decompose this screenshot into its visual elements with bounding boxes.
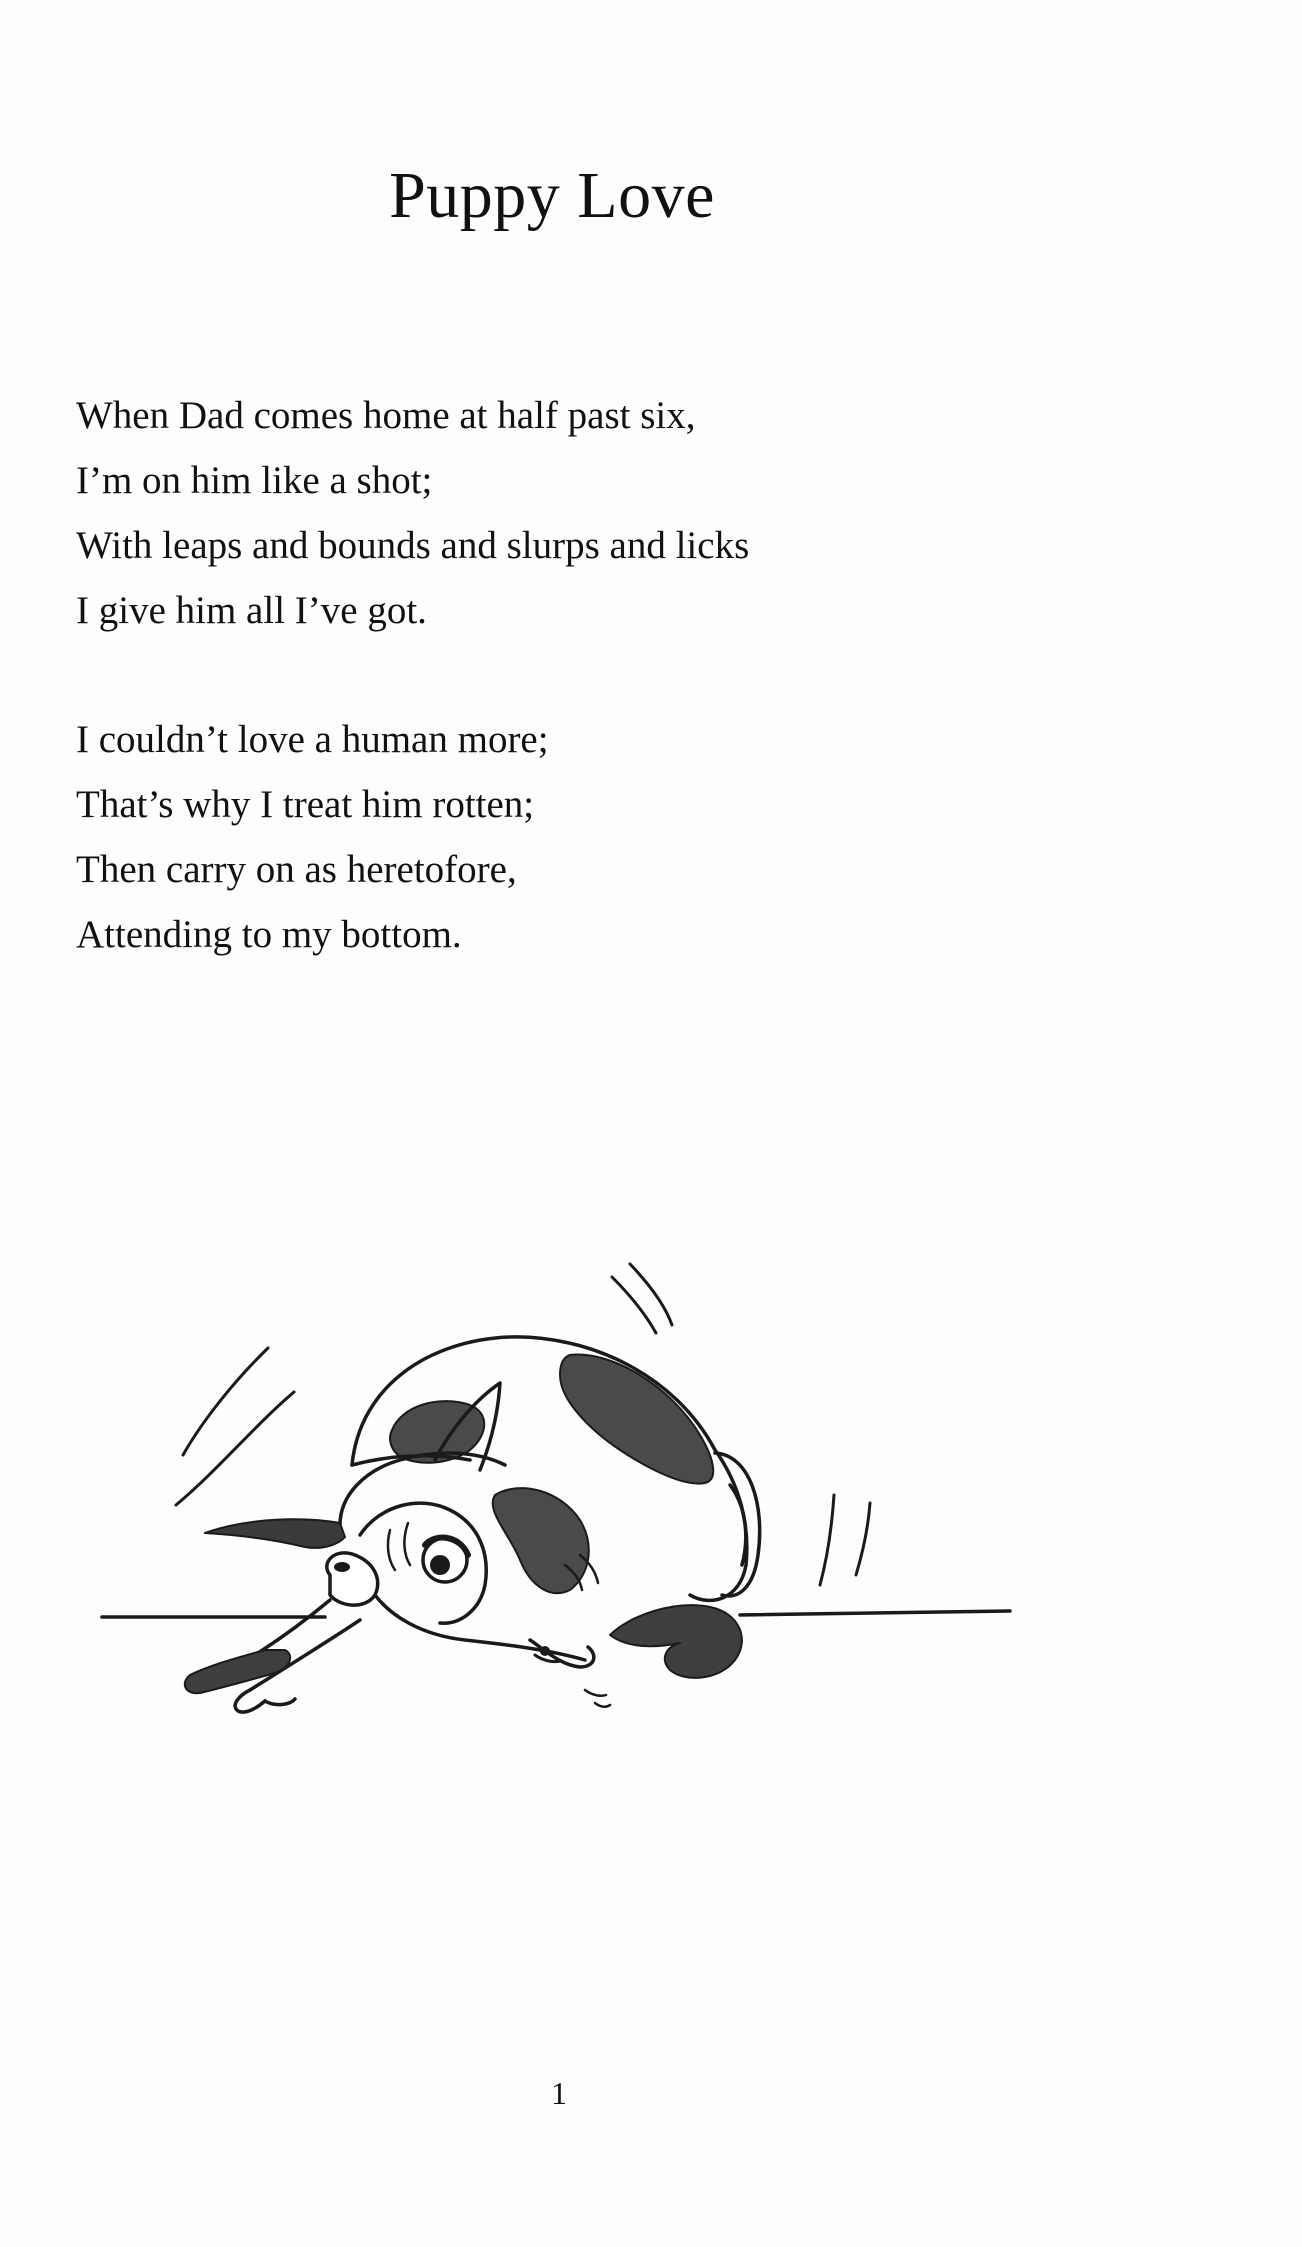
- dog-paw-pad: [540, 1646, 550, 1656]
- motion-line: [183, 1348, 268, 1455]
- poem-line: I give him all I’ve got.: [76, 589, 427, 632]
- dog-spot: [493, 1488, 589, 1593]
- stanza-1: [76, 383, 749, 643]
- dog-licking-bottom-illustration: [90, 1255, 1030, 1775]
- poem-line: I’m on him like a shot;: [76, 459, 433, 502]
- floor-line: [740, 1611, 1010, 1615]
- poem-line: With leaps and bounds and slurps and licks: [76, 524, 750, 567]
- dog-head: [340, 1453, 505, 1525]
- dog-rear-leg: [730, 1485, 746, 1565]
- dog-nose: [334, 1562, 350, 1572]
- stanza-2: [76, 707, 549, 967]
- dog-rear-leg: [715, 1453, 760, 1596]
- dog-back-paw: [610, 1605, 742, 1678]
- motion-line: [856, 1503, 870, 1575]
- motion-line: [595, 1703, 610, 1707]
- dog-spot: [560, 1355, 713, 1484]
- motion-line: [630, 1264, 672, 1325]
- dog-front-leg: [375, 1595, 585, 1660]
- dog-front-paw: [185, 1650, 290, 1693]
- dog-snout: [327, 1553, 378, 1605]
- motion-line: [176, 1392, 294, 1505]
- dog-wrinkle: [388, 1530, 395, 1570]
- dog-ear-flap: [205, 1519, 345, 1548]
- poem-line: Then carry on as heretofore,: [76, 848, 517, 891]
- poem-line: When Dad comes home at half past six,: [76, 394, 696, 437]
- motion-line: [820, 1495, 834, 1585]
- dog-wrinkle: [404, 1523, 410, 1565]
- poem-line: I couldn’t love a human more;: [76, 718, 549, 761]
- dog-paw-toes: [265, 1699, 295, 1705]
- poem-title: Puppy Love: [389, 159, 715, 232]
- dog-eye-pupil: [430, 1555, 450, 1575]
- page-number: 1: [551, 2075, 567, 2111]
- dog-paw-toes: [235, 1690, 265, 1712]
- motion-line: [585, 1690, 606, 1696]
- poem-line: Attending to my bottom.: [76, 913, 462, 956]
- poem-line: That’s why I treat him rotten;: [76, 783, 535, 826]
